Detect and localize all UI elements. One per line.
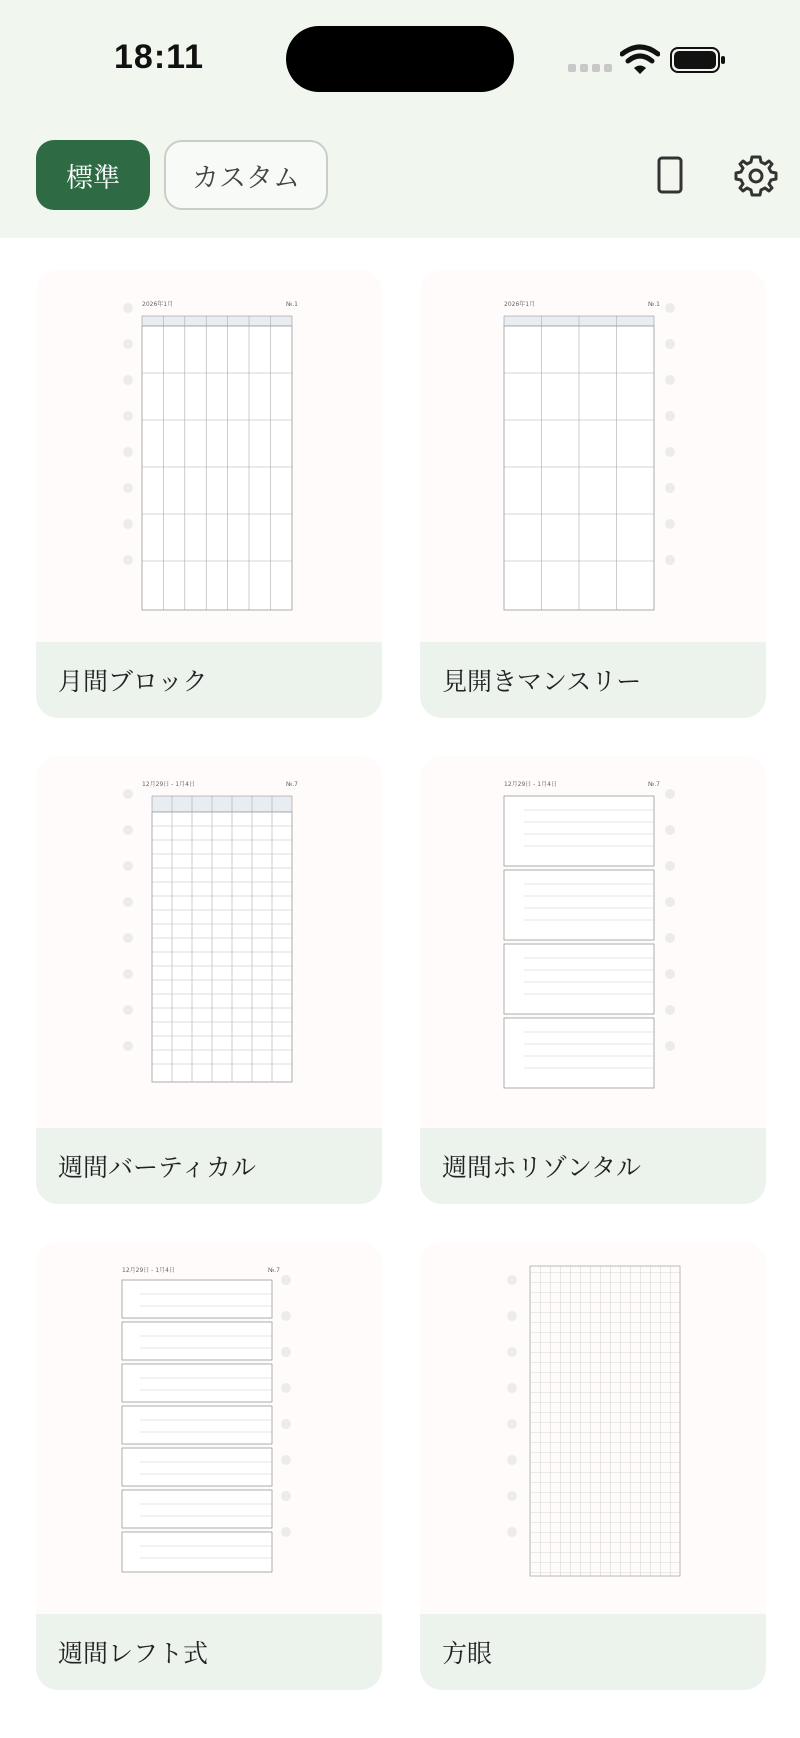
template-preview <box>36 1242 382 1614</box>
template-card-weekly-left[interactable] <box>36 1242 382 1690</box>
tab-standard[interactable]: 標準 <box>36 140 150 210</box>
template-preview <box>36 270 382 642</box>
preview-header: 12月29日 - 1月4日 <box>122 1267 175 1274</box>
preview-page-number: №.1 <box>286 301 298 308</box>
template-preview <box>36 756 382 1128</box>
template-preview <box>420 270 766 642</box>
template-label: 週間ホリゾンタル <box>420 1128 766 1204</box>
template-card-monthly-block[interactable] <box>36 270 382 718</box>
page-icon[interactable] <box>648 154 692 198</box>
preview-page-number: №.7 <box>648 781 660 788</box>
battery-icon <box>670 46 726 74</box>
template-card-weekly-vertical[interactable] <box>36 756 382 1204</box>
cellular-signal-icon <box>568 64 612 72</box>
template-preview <box>420 756 766 1128</box>
dynamic-island <box>286 26 514 92</box>
preview-header: 12月29日 - 1月4日 <box>504 781 557 788</box>
gear-icon[interactable] <box>734 154 778 198</box>
wifi-icon <box>620 44 660 76</box>
template-label: 週間レフト式 <box>36 1614 382 1690</box>
preview-header: 2026年1月 <box>142 301 174 308</box>
toolbar <box>0 120 800 238</box>
preview-page-number: №.1 <box>648 301 660 308</box>
tab-custom[interactable]: カスタム <box>164 140 328 210</box>
preview-page-number: №.7 <box>268 1267 280 1274</box>
template-card-weekly-horizontal[interactable] <box>420 756 766 1204</box>
template-card-spread-monthly[interactable] <box>420 270 766 718</box>
preview-header: 2026年1月 <box>504 301 536 308</box>
status-bar <box>0 0 800 120</box>
template-label: 週間バーティカル <box>36 1128 382 1204</box>
status-time: 18:11 <box>114 38 205 76</box>
template-preview <box>420 1242 766 1614</box>
preview-header: 12月29日 - 1月4日 <box>142 781 195 788</box>
template-label: 見開きマンスリー <box>420 642 766 718</box>
template-card-grid[interactable] <box>420 1242 766 1690</box>
template-label: 方眼 <box>420 1614 766 1690</box>
preview-page-number: №.7 <box>286 781 298 788</box>
template-label: 月間ブロック <box>36 642 382 718</box>
